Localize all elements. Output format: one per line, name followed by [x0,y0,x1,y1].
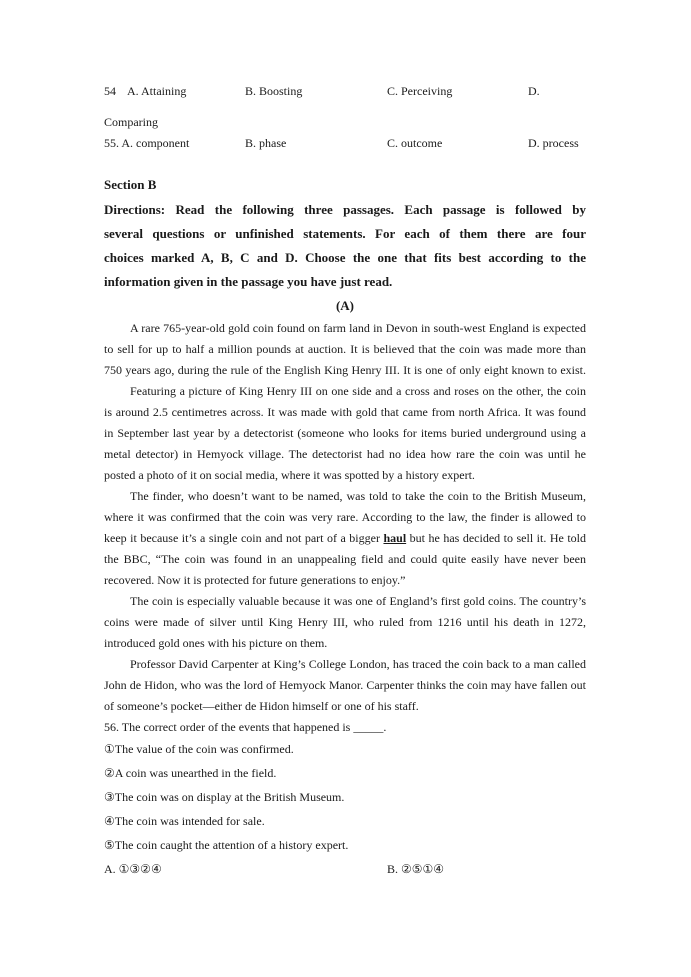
passage-line: coins were made of silver until King Henry III, who ruled from 1216 until his death in 1272, [104,615,586,629]
question-stem: 56. The correct order of the events that happened is _____. [104,720,387,734]
directions-line: several questions or unfinished statements. For each of them there are four [104,226,586,241]
text: but he has decided to sell it. He told [406,531,586,545]
passage-line: The finder, who doesn’t want to be named, was told to take the coin to the British Museum, [130,489,586,503]
passage-line: recovered. Now it is protected for future generations to enjoy.” [104,573,406,587]
event-item: ④The coin was intended for sale. [104,814,265,828]
passage-line: the BBC, “The coin was found in an unappealing field and could quite easily have never been [104,552,586,566]
event-item: ⑤The coin caught the attention of a history expert. [104,838,349,852]
passage-line: posted a photo of it on social media, where it was spotted by a history expert. [104,468,475,482]
passage-line: A rare 765-year-old gold coin found on farm land in Devon in south-west England is expected [130,321,586,335]
passage-line: of someone’s pocket—either de Hidon himself or one of his staff. [104,699,419,713]
directions-line: Directions: Read the following three passages. Each passage is followed by [104,202,586,217]
option-b: B. ②⑤①④ [387,862,445,876]
passage-line: Featuring a picture of King Henry III on one side and a cross and roses on the other, the coin [130,384,586,398]
option-c: C. outcome [387,136,443,150]
passage-line: 750 years ago, during the rule of the English King Henry III. It is one of only eight known to exist. [104,363,586,377]
option-d-continued: Comparing [104,115,158,129]
passage-line: metal detector) in Hemyock village. The detectorist had no idea how rare the coin was until he [104,447,586,461]
passage-line: The coin is especially valuable because it was one of England’s first gold coins. The country’s [130,594,586,608]
underlined-word: haul [383,531,407,545]
passage-line: in September last year by a detectorist (someone who looks for items buried underground using a [104,426,586,440]
passage-label: (A) [335,298,355,313]
passage-line: is around 2.5 centimetres across. It was made with gold that came from north Africa. It was found [104,405,586,419]
option-c: C. Perceiving [387,84,453,98]
text: keep it because it’s a single coin and not part of a bigger [104,531,384,545]
passage-line: to sell for up to half a million pounds at auction. It is believed that the coin was made more than [104,342,586,356]
passage-line: introduced gold ones with his picture on them. [104,636,328,650]
directions-line: choices marked A, B, C and D. Choose the one that fits best according to the [104,250,586,265]
option-a: A. Attaining [127,84,187,98]
option-d: D. process [528,136,579,150]
option-a: A. ①③②④ [104,862,162,876]
passage-line: Professor David Carpenter at King’s College London, has traced the coin back to a man called [130,657,586,671]
passage-line [104,531,586,545]
event-item: ②A coin was unearthed in the field. [104,766,277,780]
event-item: ①The value of the coin was confirmed. [104,742,294,756]
question-number: 54 [104,84,116,98]
option-a: 55. A. component [104,136,190,150]
option-b: B. Boosting [245,84,303,98]
passage-line: John de Hidon, who was the lord of Hemyock Manor. Carpenter thinks the coin may have fallen out [104,678,586,692]
passage-line: where it was confirmed that the coin was very rare. According to the law, the finder is allowed to [104,510,586,524]
section-title: Section B [104,177,157,192]
option-d: D. [528,84,540,98]
directions-line: information given in the passage you have just read. [104,274,393,289]
event-item: ③The coin was on display at the British Museum. [104,790,345,804]
option-b: B. phase [245,136,287,150]
